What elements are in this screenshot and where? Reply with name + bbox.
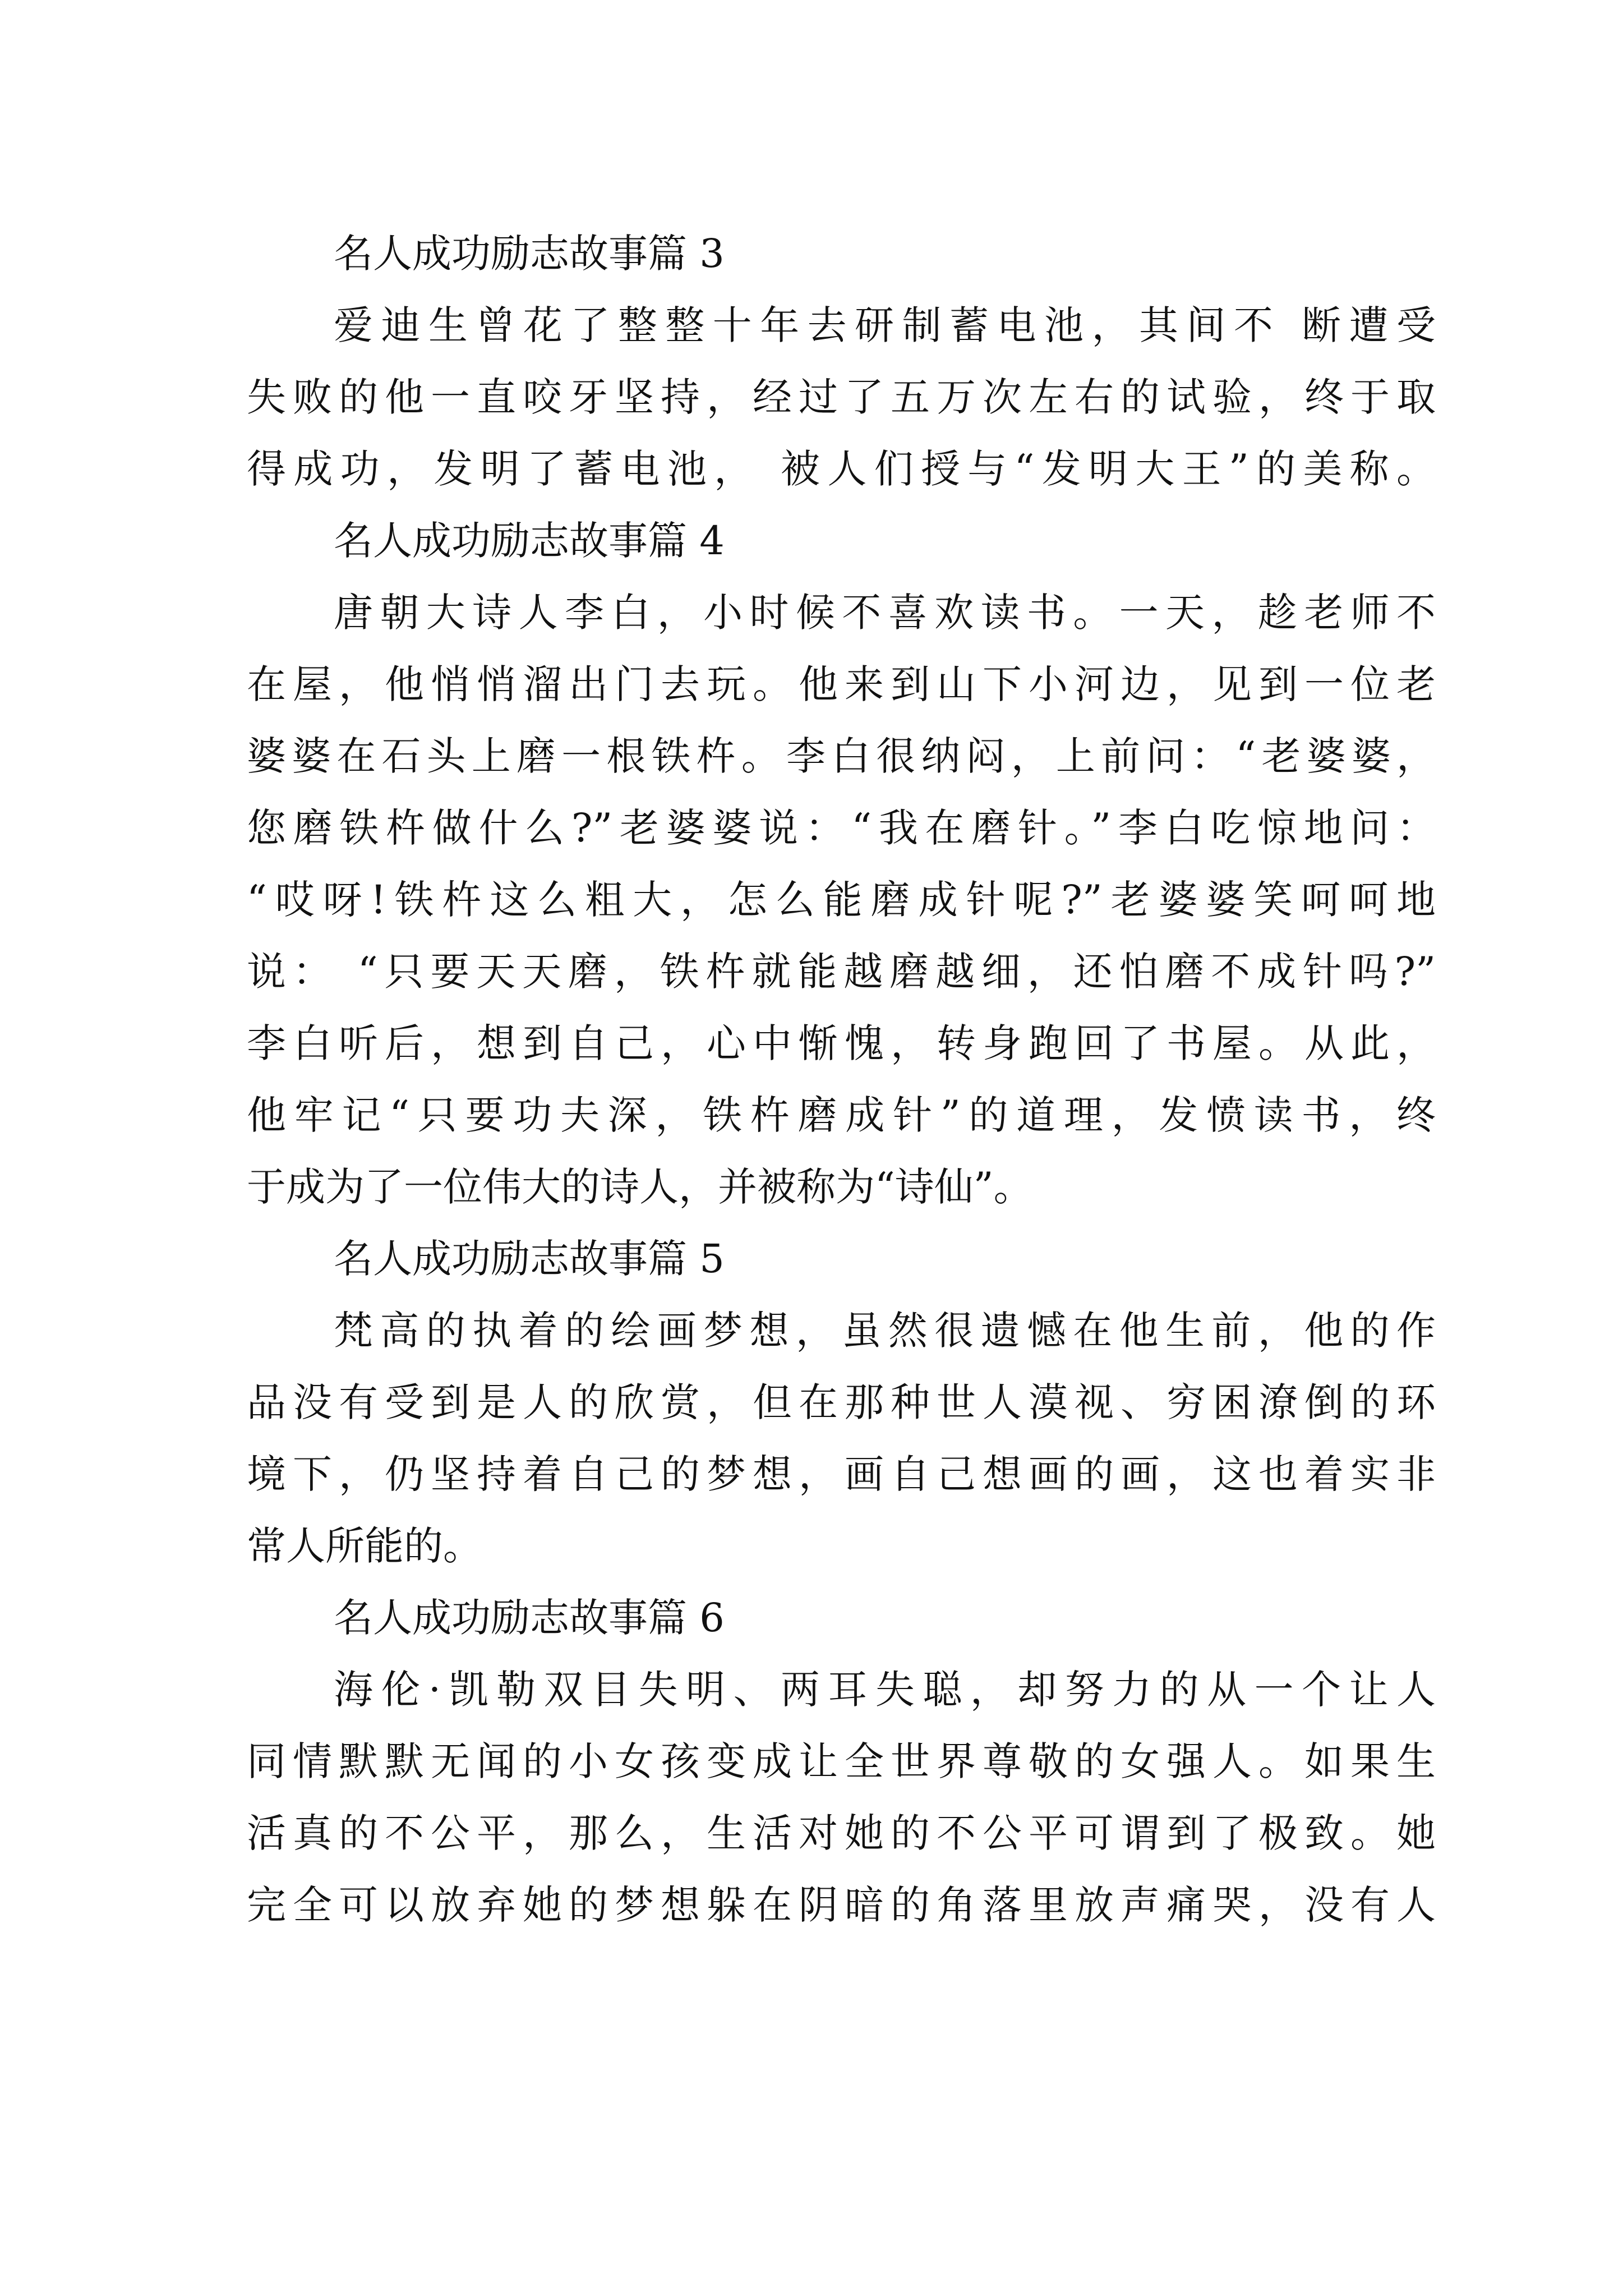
section-heading: 名人成功励志故事篇 6 [334,1595,725,1641]
section-heading: 名人成功励志故事篇 4 [334,518,725,564]
paragraph-line: 常人所能的。 [247,1523,482,1569]
paragraph-line: “哎呀!铁杵这么粗大，怎么能磨成针呢?”老婆婆笑呵呵地 [247,877,1436,923]
paragraph-line: 在屋，他悄悄溜出门去玩。他来到山下小河边，见到一位老 [247,661,1436,707]
paragraph-line: 爱迪生曾花了整整十年去研制蓄电池，其间不 断遭受 [334,302,1436,348]
paragraph-line: 得成功，发明了蓄电池， 被人们授与“发明大王”的美称。 [247,446,1436,492]
paragraph-line: 唐朝大诗人李白，小时候不喜欢读书。一天，趁老师不 [334,590,1436,636]
paragraph-line: 品没有受到是人的欣赏，但在那种世人漠视、穷困潦倒的环 [247,1379,1436,1425]
paragraph-line: 婆婆在石头上磨一根铁杵。李白很纳闷，上前问：“老婆婆， [247,733,1436,779]
section-heading: 名人成功励志故事篇 5 [334,1236,725,1282]
paragraph-line: 说： “只要天天磨，铁杵就能越磨越细，还怕磨不成针吗?” [247,949,1436,995]
section-heading: 名人成功励志故事篇 3 [334,231,725,277]
paragraph-line: 于成为了一位伟大的诗人，并被称为“诗仙”。 [247,1164,1033,1210]
paragraph-line: 您磨铁杵做什么?”老婆婆说：“我在磨针。”李白吃惊地问： [247,805,1436,851]
paragraph-line: 梵高的执着的绘画梦想，虽然很遗憾在他生前，他的作 [334,1308,1436,1354]
paragraph-line: 他牢记“只要功夫深，铁杵磨成针”的道理，发愤读书，终 [247,1092,1436,1138]
paragraph-line: 活真的不公平，那么，生活对她的不公平可谓到了极致。她 [247,1810,1436,1856]
paragraph-line: 海伦·凯勒双目失明、两耳失聪，却努力的从一个让人 [334,1667,1436,1713]
document-body [247,218,1436,1941]
paragraph-line: 失败的他一直咬牙坚持，经过了五万次左右的试验，终于取 [247,374,1436,420]
paragraph-line: 李白听后，想到自己，心中惭愧，转身跑回了书屋。从此， [247,1020,1436,1066]
paragraph-line: 同情默默无闻的小女孩变成让全世界尊敬的女强人。如果生 [247,1738,1436,1784]
paragraph-line: 境下，仍坚持着自己的梦想，画自己想画的画，这也着实非 [247,1451,1436,1497]
paragraph-line: 完全可以放弃她的梦想躲在阴暗的角落里放声痛哭，没有人 [247,1882,1436,1928]
